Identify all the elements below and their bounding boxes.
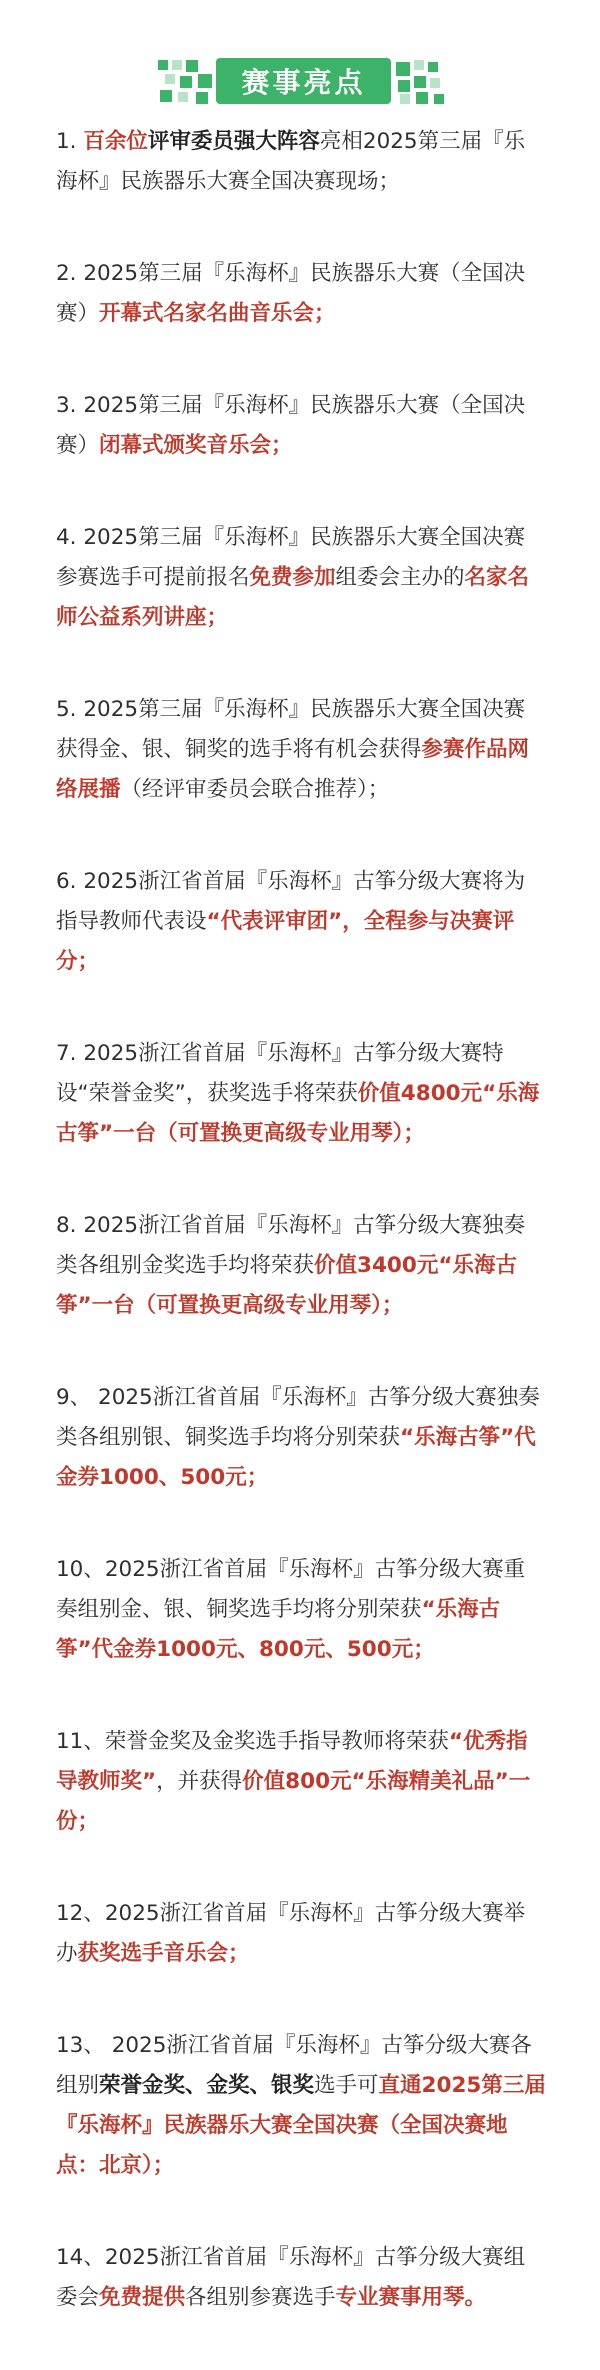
highlighted-text: 参赛作品网络展播 xyxy=(56,737,530,802)
item-text: 亮相2025第三届『乐海杯』民族器乐大赛全国决赛现场； xyxy=(56,129,526,194)
highlight-item xyxy=(56,386,546,466)
pixel-decoration-right xyxy=(434,94,444,104)
pixel-decoration-left xyxy=(196,92,208,104)
highlighted-text: 价值4800元“乐海古筝”一台（可置换更高级专业用琴）； xyxy=(56,1081,540,1146)
item-text: 各组别参赛选手 xyxy=(185,2285,336,2310)
pixel-decoration-right xyxy=(396,62,410,76)
pixel-decoration-left xyxy=(172,60,182,70)
item-text: 4. 2025第三届『乐海杯』民族器乐大赛全国决赛参赛选手可提前报名 xyxy=(56,525,526,590)
pixel-decoration-right xyxy=(428,62,438,72)
pixel-decoration-right xyxy=(430,78,440,88)
highlighted-text: 专业赛事用琴。 xyxy=(335,2285,487,2310)
highlight-item xyxy=(56,518,546,638)
item-text: 组委会主办的 xyxy=(335,565,465,590)
highlight-item xyxy=(56,1550,546,1670)
pixel-decoration-left xyxy=(186,60,198,72)
pixel-decoration-left xyxy=(165,74,175,84)
highlight-item xyxy=(56,690,546,810)
highlighted-text: “乐海古筝”代金券1000元、800元、500元； xyxy=(56,1597,501,1662)
highlights-list xyxy=(56,122,546,2370)
item-text: 选手可 xyxy=(314,2073,379,2098)
highlight-item xyxy=(56,1894,546,1974)
highlight-item xyxy=(56,1206,546,1326)
item-text: 3. 2025第三届『乐海杯』民族器乐大赛（全国决赛） xyxy=(56,393,526,458)
item-text: 13、 2025浙江省首届『乐海杯』古筝分级大赛各组别 xyxy=(56,2033,532,2098)
highlight-item xyxy=(56,2238,546,2318)
section-title: 赛事亮点 xyxy=(216,58,391,104)
item-text: （经评审委员会联合推荐）； xyxy=(120,777,390,802)
highlighted-text: 价值800元“乐海精美礼品”一份； xyxy=(56,1769,531,1834)
highlighted-text: 闭幕式颁奖音乐会； xyxy=(99,433,293,458)
highlight-item xyxy=(56,1722,546,1842)
item-text: 7. 2025浙江省首届『乐海杯』古筝分级大赛特设“荣誉金奖”，获奖选手将荣获 xyxy=(56,1041,504,1106)
highlight-item xyxy=(56,1378,546,1498)
highlighted-text: “乐海古筝”代金券1000、500元； xyxy=(56,1425,536,1490)
highlighted-text: 免费提供 xyxy=(99,2285,186,2310)
highlighted-text: 百余位 xyxy=(83,129,148,154)
pixel-decoration-right xyxy=(416,92,428,104)
highlight-item xyxy=(56,122,546,202)
item-text: 6. 2025浙江省首届『乐海杯』古筝分级大赛将为指导教师代表设 xyxy=(56,869,526,934)
item-text: 1. xyxy=(56,129,84,154)
item-text: 9、 2025浙江省首届『乐海杯』古筝分级大赛独奏类各组别银、铜奖选手均将分别荣获 xyxy=(56,1385,540,1450)
pixel-decoration-left xyxy=(178,92,188,102)
section-banner xyxy=(0,0,600,110)
pixel-decoration-right xyxy=(414,60,424,70)
highlighted-text: “代表评审团”，全程参与决赛评分； xyxy=(56,909,515,974)
pixel-decoration-right xyxy=(398,80,410,92)
bold-text: 评审委员强大阵容 xyxy=(147,129,320,154)
item-text: 5. 2025第三届『乐海杯』民族器乐大赛全国决赛获得金、银、铜奖的选手将有机会获得 xyxy=(56,697,526,762)
highlighted-text: 免费参加 xyxy=(249,565,336,590)
bold-text: 荣誉金奖、金奖、银奖 xyxy=(99,2073,315,2098)
pixel-decoration-left xyxy=(160,90,172,102)
item-text: 10、2025浙江省首届『乐海杯』古筝分级大赛重奏组别金、银、铜奖选手均将分别荣获 xyxy=(56,1557,526,1622)
pixel-decoration-left xyxy=(180,76,192,88)
highlighted-text: 获奖选手音乐会； xyxy=(77,1941,250,1966)
item-text: 11、荣誉金奖及金奖选手指导教师将荣获 xyxy=(56,1729,449,1754)
highlighted-text: 开幕式名家名曲音乐会； xyxy=(99,301,336,326)
item-text: ，并获得 xyxy=(156,1769,243,1794)
item-text: 2. 2025第三届『乐海杯』民族器乐大赛（全国决赛） xyxy=(56,261,526,326)
highlighted-text: “优秀指导教师奖” xyxy=(56,1729,528,1794)
highlight-item xyxy=(56,254,546,334)
item-text: 14、2025浙江省首届『乐海杯』古筝分级大赛组委会 xyxy=(56,2245,526,2310)
item-text: 8. 2025浙江省首届『乐海杯』古筝分级大赛独奏类各组别金奖选手均将荣获 xyxy=(56,1213,526,1278)
highlight-item xyxy=(56,862,546,982)
highlighted-text: 价值3400元“乐海古筝”一台（可置换更高级专业用琴）； xyxy=(56,1253,517,1318)
item-text: 12、2025浙江省首届『乐海杯』古筝分级大赛举办 xyxy=(56,1901,526,1966)
highlighted-text: 名家名师公益系列讲座； xyxy=(56,565,530,630)
highlighted-text: 直通2025第三届『乐海杯』民族器乐大赛全国决赛（全国决赛地点：北京）； xyxy=(56,2073,546,2178)
pixel-decoration-left xyxy=(158,60,168,70)
highlight-item xyxy=(56,2026,546,2186)
pixel-decoration-right xyxy=(400,94,410,104)
highlight-item xyxy=(56,1034,546,1154)
pixel-decoration-right xyxy=(414,76,426,88)
pixel-decoration-left xyxy=(198,74,212,88)
